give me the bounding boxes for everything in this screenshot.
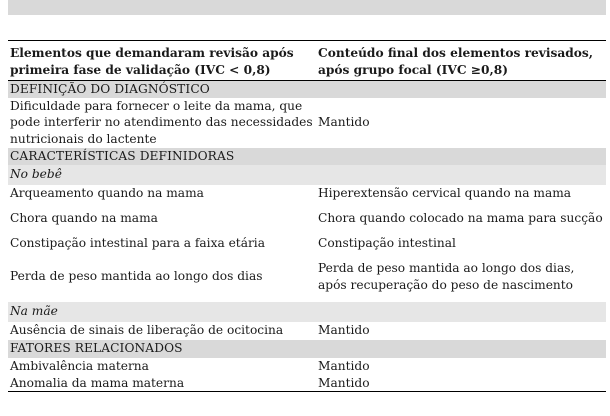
subsection-label: Na mãe — [8, 302, 316, 322]
element-cell: Arqueamento quando na mama — [10, 185, 204, 200]
top-shaded-strip — [8, 0, 606, 15]
section-row — [8, 81, 606, 98]
element-cell: Ausência de sinais de liberação de ocitocina — [10, 323, 284, 338]
table-row — [8, 202, 606, 235]
final-content-cell: Constipação intestinal — [318, 235, 456, 250]
subsection-row — [8, 165, 606, 185]
section-empty — [316, 340, 606, 358]
table-header-row — [8, 41, 606, 81]
header-col-1: Elementos que demandaram revisão após primeira fase de validação (IVC < 0,8) — [8, 41, 316, 81]
final-content-cell: Mantido — [318, 358, 370, 373]
element-cell: Chora quando na mama — [10, 210, 158, 225]
element-cell: Anomalia da mama materna — [8, 375, 316, 392]
element-cell: Constipação intestinal para a faixa etária — [10, 235, 265, 250]
final-content-cell: Hiperextensão cervical quando na mama — [318, 185, 572, 200]
subsection-row — [8, 302, 606, 322]
element-cell: Perda de peso mantida ao longo dos dias — [10, 269, 263, 284]
revision-table — [8, 40, 606, 392]
table-row — [8, 235, 606, 252]
final-content-cell: Mantido — [318, 115, 370, 130]
section-label: DEFINIÇÃO DO DIAGNÓSTICO — [8, 81, 316, 98]
section-row — [8, 148, 606, 165]
table-row — [8, 375, 606, 392]
section-empty — [316, 81, 606, 98]
element-cell: Dificuldade para fornecer o leite da mama, que pode interferir no atendimento das necessidades nutricionais do lactente — [10, 98, 313, 146]
final-content-cell: Perda de peso mantida ao longo dos dias, após recuperação do peso de nascimento — [318, 261, 575, 292]
final-content-cell: Mantido — [316, 375, 606, 392]
section-row — [8, 340, 606, 358]
section-label: CARACTERÍSTICAS DEFINIDORAS — [8, 148, 316, 165]
section-label: FATORES RELACIONADOS — [8, 340, 316, 358]
subsection-label: No bebê — [8, 165, 316, 185]
subsection-empty — [316, 302, 606, 322]
final-content-cell: Chora quando colocado na mama para sucção — [318, 210, 603, 225]
final-content-cell: Mantido — [318, 323, 370, 338]
table-row — [8, 252, 606, 302]
table-row — [8, 185, 606, 202]
table-row — [8, 98, 606, 148]
header-col-2: Conteúdo final dos elementos revisados, após grupo focal (IVC ≥0,8) — [316, 41, 606, 81]
table-row — [8, 322, 606, 340]
element-cell: Ambivalência materna — [10, 358, 149, 373]
subsection-empty — [316, 165, 606, 185]
table-row — [8, 358, 606, 375]
section-empty — [316, 148, 606, 165]
